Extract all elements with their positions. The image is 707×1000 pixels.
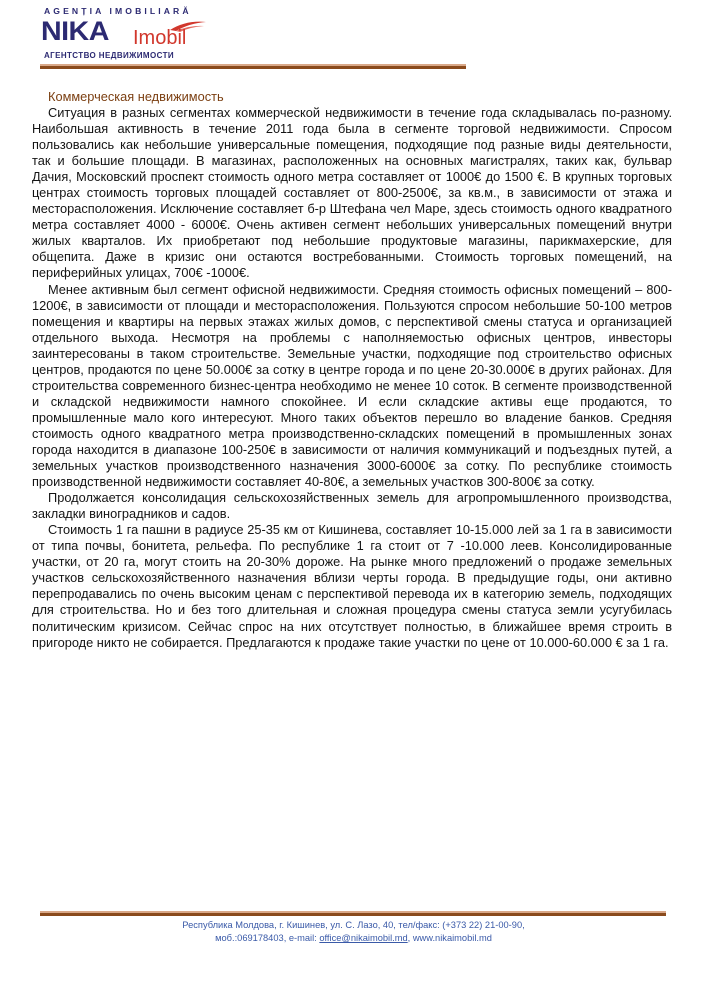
article-body	[32, 89, 672, 651]
footer-divider	[40, 911, 666, 916]
website-link[interactable]: www.nikaimobil.md	[412, 933, 492, 943]
paragraph-agricultural-consolidation: Продолжается консолидация сельскохозяйственных земель для агропромышленного производства, закладки виноградников и садов.	[32, 490, 672, 522]
logo-brand-suffix: Imobil	[133, 27, 187, 49]
logo-subtitle: АГЕНТСТВО НЕДВИЖИМОСТИ	[44, 51, 175, 60]
logo-top-text: AGENȚIA IMOBILIARĂ	[44, 6, 192, 16]
logo-brand: NIKA	[41, 16, 109, 46]
paragraph-retail: Ситуация в разных сегментах коммерческой недвижимости в течение года складывалась по-разному. Наибольшая активность в течение 2011 года была в сегменте торговой недвижимости. Спросом пользовались как небольшие универсальные помещения, подходящие под разные виды деятельности, так и большие площади. В магазинах, расположенных на основных магистралях, таких как, бульвар Дачия, Московский проспект стоимость одного метра составляет от 1000€ до 1500 €. В крупных торговых центрах стоимость торговых площадей составляет от 800-2500€, за кв.м., в зависимости от этажа и месторасположения. Исключение составляет б-р Штефана чел Маре, здесь стоимость одного квадратного метра составляет 4000 - 6000€. Очень активен сегмент небольших универсальных помещений внутри жилых кварталов. Их приобретают под небольшие продуктовые магазины, парикмахерские, для общепита. Даже в кризис они остаются востребованными. Стоимость торговых помещений, на периферийных улицах, 700€ -1000€.	[32, 105, 672, 281]
footer-contact-line	[0, 932, 707, 945]
footer-phone: моб.:069178403, e-mail:	[215, 933, 320, 943]
company-logo	[38, 6, 218, 66]
footer-address: Республика Молдова, г. Кишинев, ул. С. Лазо, 40, тел/факс: (+373 22) 21-00-90,	[182, 920, 525, 930]
email-link[interactable]: office@nikaimobil.md	[319, 933, 408, 943]
paragraph-office-industrial: Менее активным был сегмент офисной недвижимости. Средняя стоимость офисных помещений – 800-1200€, в зависимости от площади и месторасположения. Пользуются спросом небольшие 50-100 метров помещения и квартиры на первых этажах жилых домов, с перспективой смены статуса и организацией отдельного выхода. Несмотря на проблемы с наполняемостью офисных центров, инвесторы заинтересованы в таком строительстве. Земельные участки, подходящие под строительство офисных центров, продаются по цене 50.000€ за сотку в центре города и по цене 20-30.000€ в других районах. Для строительства современного бизнес-центра необходимо не менее 10 соток. В сегменте производственной и складской недвижимости намного спокойнее. И если складские активы еще продаются, то промышленные мало кого интересуют. Много таких объектов перешло во владение банков. Средняя стоимость одного квадратного метра производственно-складских помещений в промышленных зонах города находится в диапазоне 100-250€ в зависимости от наличия коммуникаций и подъездных путей, а земельных участков производственного назначения 3000-6000€ за сотку. По республике стоимость производственной недвижимости составляет 40-80€, а земельных участков 300-800€ за сотку.	[32, 281, 672, 490]
footer-separator: ,	[407, 933, 413, 943]
paragraph-land-prices: Стоимость 1 га пашни в радиусе 25-35 км от Кишинева, составляет 10-15.000 лей за 1 га в зависимости от типа почвы, бонитета, рельефа. По республике 1 га стоит от 7 -10.000 леев. Консолидированные участки, от 20 га, могут стоить на 20-30% дороже. На рынке много предложений о продаже земельных участков сельскохозяйственного назначения вблизи черты города. В предыдущие годы, они активно перепродавались по очень высоким ценам с перспективой перевода их в категорию земель, подходящих для строительства. Но и без того длительная и сложная процедура смены статуса земли усугубилась политическим кризисом. Сейчас спрос на них отсутствует полностью, в ближайшее время строить в пригороде никто не собирается. Предлагаются к продаже такие участки по цене от 10.000-60.000 € за 1 га.	[32, 522, 672, 650]
header-divider	[40, 64, 466, 69]
section-title: Коммерческая недвижимость	[48, 89, 224, 104]
footer-contacts	[0, 919, 707, 945]
